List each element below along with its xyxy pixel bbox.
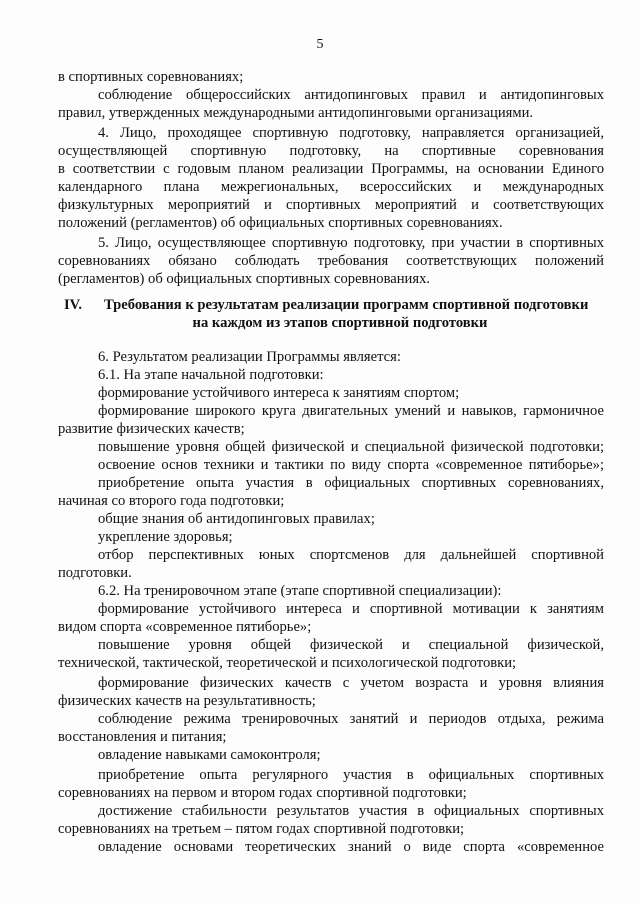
text-line: соблюдение общероссийских антидопинговых правил и антидопинговых xyxy=(98,87,604,103)
text-line: восстановления и питания; xyxy=(58,729,227,745)
section-title-line1: Требования к результатам реализации программ спортивной подготовки xyxy=(104,297,589,313)
text-line: в соответствии с годовым планом реализации Программы, на основании Единого xyxy=(58,161,604,177)
text-line: соревнованиях на первом и втором годах спортивной подготовки; xyxy=(58,785,467,801)
text-line: соревнованиях обязано соблюдать требования соответствующих положений xyxy=(58,253,604,269)
text-line: достижение стабильности результатов участия в официальных спортивных xyxy=(98,803,604,819)
text-line: технической, тактической, теоретической и психологической подготовки; xyxy=(58,655,517,671)
text-line: развитие физических качеств; xyxy=(58,421,245,437)
text-line: 6.1. На этапе начальной подготовки: xyxy=(98,367,324,383)
text-line: видом спорта «современное пятиборье»; xyxy=(58,619,312,635)
text-line: повышение уровня общей физической и специальной физической, xyxy=(98,637,604,653)
text-line: правил, утвержденных международными антидопинговыми организациями. xyxy=(58,105,534,121)
text-line: отбор перспективных юных спортсменов для дальнейшей спортивной xyxy=(98,547,604,563)
text-line: 6. Результатом реализации Программы является: xyxy=(98,349,401,365)
text-line: формирование широкого круга двигательных умений и навыков, гармоничное xyxy=(98,403,604,419)
text-line: 5. Лицо, осуществляющее спортивную подготовку, при участии в спортивных xyxy=(98,235,604,251)
text-line: положений (регламентов) об официальных спортивных соревнованиях. xyxy=(58,215,503,231)
text-line: освоение основ техники и тактики по виду спорта «современное пятиборье»; xyxy=(98,457,604,473)
text-line: формирование устойчивого интереса к занятиям спортом; xyxy=(98,385,460,401)
text-line: физкультурных мероприятий и спортивных мероприятий и соответствующих xyxy=(58,197,604,213)
text-line: в спортивных соревнованиях; xyxy=(58,69,244,85)
text-line: повышение уровня общей физической и специальной физической подготовки; xyxy=(98,439,604,455)
text-line: подготовки. xyxy=(58,565,132,581)
page-number: 5 xyxy=(316,37,324,52)
text-line: 6.2. На тренировочном этапе (этапе спортивной специализации): xyxy=(98,583,502,599)
text-line: начиная со второго года подготовки; xyxy=(58,493,285,509)
text-line: осуществляющей спортивную подготовку, на спортивные соревнования xyxy=(58,143,604,159)
text-line: укрепление здоровья; xyxy=(98,529,233,545)
text-line: общие знания об антидопинговых правилах; xyxy=(98,511,375,527)
text-line: календарного плана межрегиональных, всероссийских и международных xyxy=(58,179,604,195)
section-number: IV. xyxy=(64,297,82,313)
text-line: соревнованиях на третьем – пятом годах спортивной подготовки; xyxy=(58,821,465,837)
text-line: формирование устойчивого интереса и спортивной мотивации к занятиям xyxy=(98,601,604,617)
text-line: приобретение опыта участия в официальных спортивных соревнованиях, xyxy=(98,475,604,491)
text-line: формирование физических качеств с учетом возраста и уровня влияния xyxy=(98,675,604,691)
text-line: соблюдение режима тренировочных занятий и периодов отдыха, режима xyxy=(98,711,604,727)
text-line: приобретение опыта регулярного участия в официальных спортивных xyxy=(98,767,604,783)
text-line: 4. Лицо, проходящее спортивную подготовку, направляется организацией, xyxy=(98,125,604,141)
text-line: овладение навыками самоконтроля; xyxy=(98,747,321,763)
section-title-line2: на каждом из этапов спортивной подготовки xyxy=(192,315,488,331)
text-line: овладение основами теоретических знаний о виде спорта «современное xyxy=(98,839,604,855)
text-line: физических качеств на результативность; xyxy=(58,693,316,709)
text-line: (регламентов) об официальных спортивных соревнованиях. xyxy=(58,271,431,287)
